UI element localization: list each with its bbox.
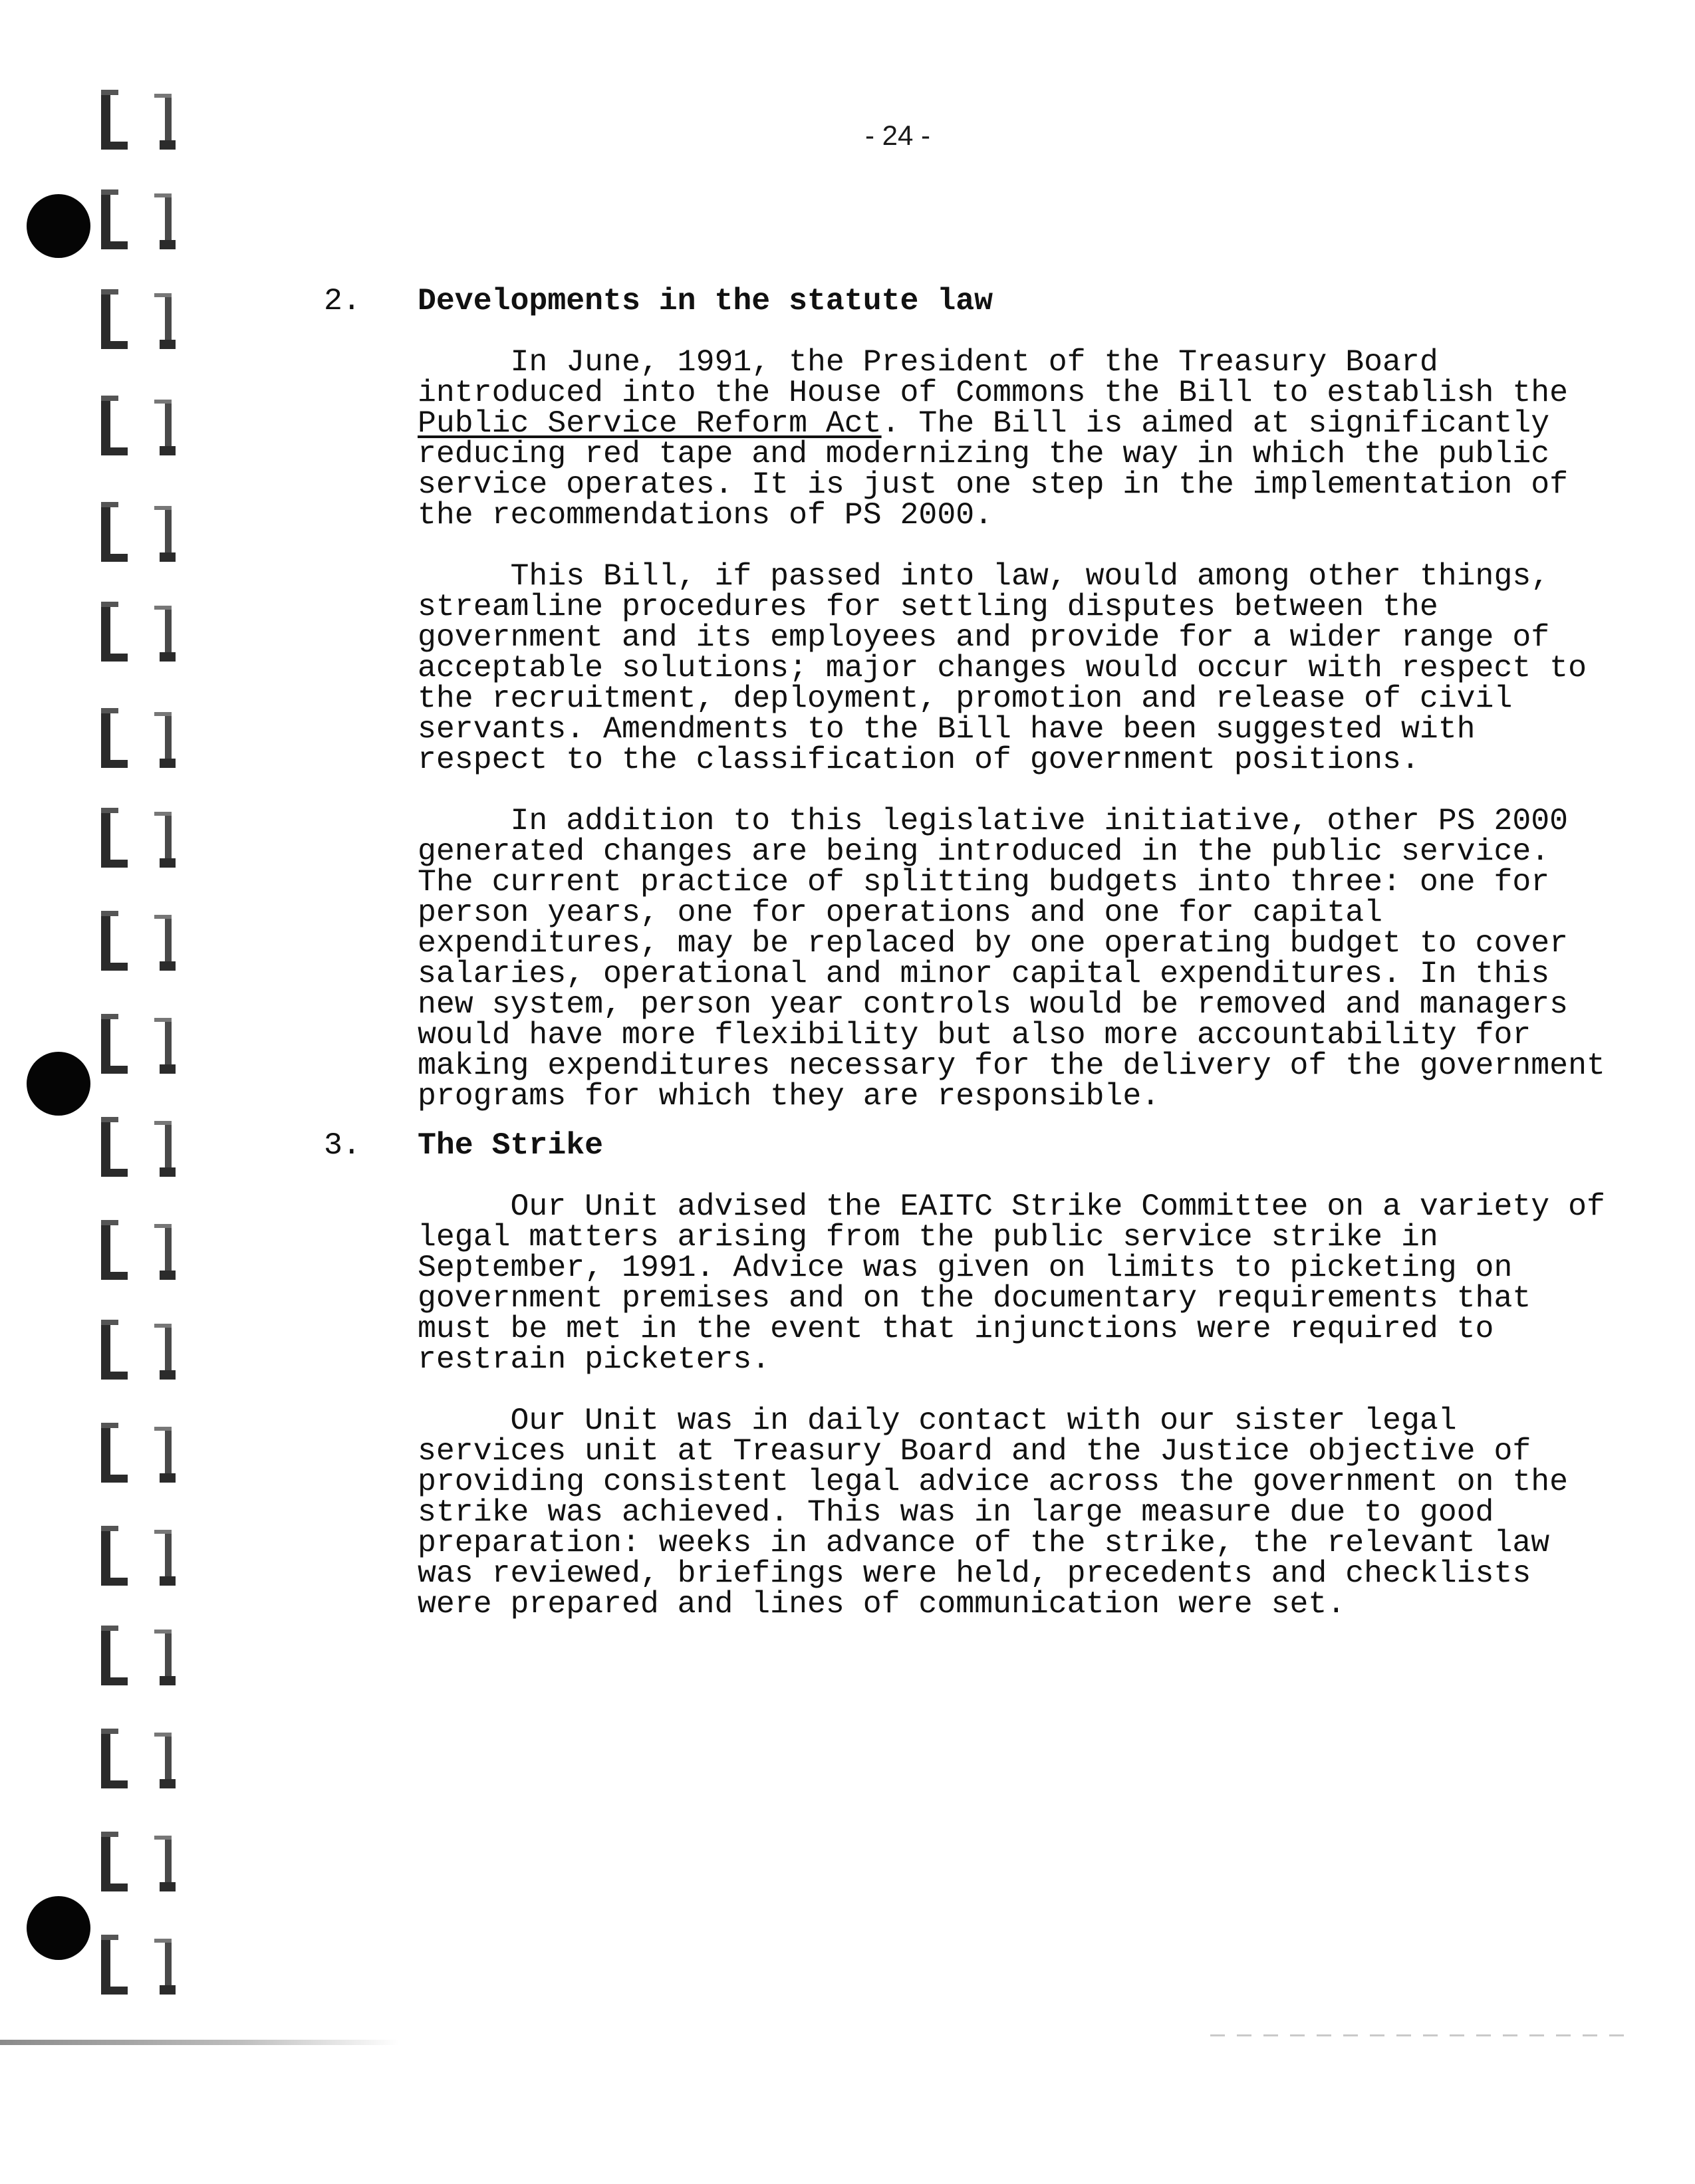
binding-clip <box>93 1626 186 1685</box>
scan-artifact-line <box>0 2040 399 2045</box>
binding-strip <box>0 0 219 2184</box>
binding-clip <box>93 808 186 868</box>
page-number: - 24 - <box>864 120 931 151</box>
binding-clip <box>93 708 186 768</box>
paragraph: Our Unit was in daily contact with our sister legal services unit at Treasury Board and the Justice objective of providing consistent legal advice across the government on the strike was achieved. This was in large measure due to good preparation: weeks in advance of the strike, the relevant law was reviewed, briefings were held, precedents and checklists were prepared and lines of communication were set. <box>418 1403 1569 1622</box>
paragraph: This Bill, if passed into law, would among other things, streamline procedures for settling disputes between the government and its employees and provide for a wider range of acceptable solutions; major changes would occur with respect to the recruitment, deployment, promotion and release of civil servants. Amendments to the Bill have been suggested with respect to the classification of government positions. <box>418 558 1587 777</box>
punch-hole <box>27 1052 90 1116</box>
paragraph <box>418 344 1609 533</box>
document-body <box>306 283 1609 1622</box>
punch-hole <box>27 1896 90 1960</box>
section-strike <box>306 1130 1609 1620</box>
scan-artifact-line <box>1210 2034 1636 2036</box>
paragraph: Our Unit advised the EAITC Strike Committee on a variety of legal matters arising from the public service strike in September, 1991. Advice was given on limits to picketing on government premises and on the documentary requirements that must be met in the event that injunctions were required to restrain picketers. <box>418 1189 1605 1377</box>
binding-clip <box>93 911 186 971</box>
binding-clip <box>93 1729 186 1788</box>
binding-clip <box>93 1220 186 1280</box>
section-heading: Developments in the statute law <box>418 283 993 318</box>
binding-clip <box>93 1526 186 1586</box>
punch-hole <box>27 194 90 258</box>
binding-clip <box>93 289 186 349</box>
binding-clip <box>93 1320 186 1380</box>
binding-clip <box>93 1935 186 1995</box>
binding-clip <box>93 502 186 562</box>
binding-clip <box>93 1832 186 1891</box>
binding-clip <box>93 1117 186 1177</box>
section-number: 3. <box>324 1128 361 1163</box>
section-heading: The Strike <box>418 1128 604 1163</box>
binding-clip <box>93 602 186 662</box>
act-title-underlined: Public Service Reform Act <box>418 406 882 441</box>
paragraph: In addition to this legislative initiative, other PS 2000 generated changes are being introduced in the public service. The current practice of splitting budgets into three: one for person years, one for operations and one for capital expenditures, may be replaced by one operating budget to cover salaries, operational and minor capital expenditures. In this new system, person year controls would be removed and managers would have more flexibility but also more accountability for making expenditures necessary for the delivery of the government programs for which they are responsible. <box>418 803 1605 1114</box>
section-number: 2. <box>324 283 361 318</box>
binding-clip <box>93 1423 186 1483</box>
paragraph-text: . The Bill is aimed at significantly reducing red tape and modernizing the way in which the public service operates. It is just one step in the implementation of the recommendations of PS 2000. <box>418 406 1569 533</box>
binding-clip <box>93 189 186 249</box>
paragraph-text: In June, 1991, the President of the Treasury Board introduced into the House of Commons the Bill to establish the <box>418 344 1569 410</box>
binding-clip <box>93 1014 186 1074</box>
binding-clip <box>93 396 186 455</box>
section-statute-law <box>306 283 1609 1114</box>
binding-clip <box>93 90 186 150</box>
